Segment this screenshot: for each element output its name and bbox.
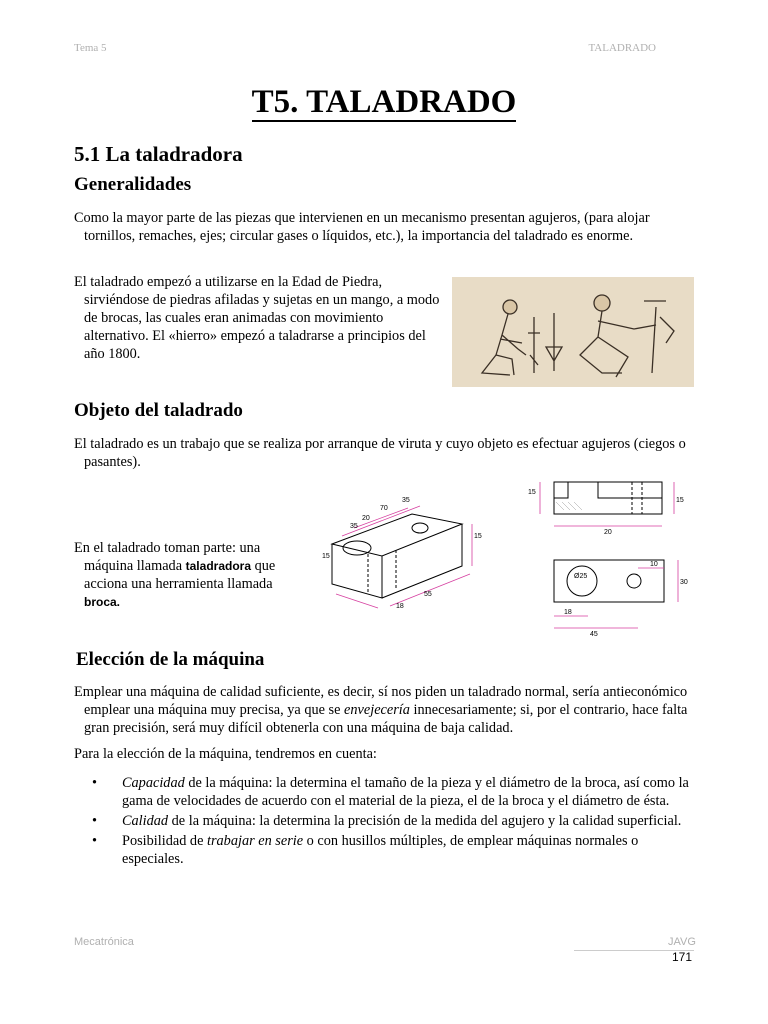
dimension-label: 30 xyxy=(680,579,688,586)
header-right: TALADRADO xyxy=(588,42,656,54)
list-item: • Calidad de la máquina: la determina la precisión de la medida del agujero y la calidad superficial. xyxy=(74,812,694,830)
paragraph-objeto-1: El taladrado es un trabajo que se realiza por arranque de viruta y cuyo objeto es efectuar agujeros (ciegos o pasantes). xyxy=(74,436,686,470)
dimension-label: 35 xyxy=(402,497,410,504)
footer-right: JAVG xyxy=(668,936,696,948)
dimension-label: 15 xyxy=(676,497,684,504)
dimension-label: 18 xyxy=(396,603,404,610)
dimension-label: 10 xyxy=(650,561,658,568)
subheading-generalidades: Generalidades xyxy=(74,174,192,195)
paragraph-eleccion-2: Para la elección de la máquina, tendremos en cuenta: xyxy=(74,746,377,762)
list-item: • Capacidad de la máquina: la determina el tamaño de la pieza y el diámetro de la broca, así como la gama de velocidades de acuerdo con el material de la pieza, el de la broca y el diámetro de ésta. xyxy=(74,774,694,810)
dimension-label: 18 xyxy=(564,609,572,616)
page-number: 171 xyxy=(672,950,693,964)
term-taladradora: taladradora xyxy=(185,559,251,573)
paragraph-eleccion-1: Emplear una máquina de calidad suficiente, es decir, sí nos piden un taladrado normal, sería antieconómico emplear una máquina muy precisa, ya que se envejecería innecesariamente; si, por el contrario, hace falta gran precisión, será muy difícil obtenerla con una máquina de baja calidad. xyxy=(74,684,688,736)
subheading-eleccion: Elección de la máquina xyxy=(76,649,265,670)
dimension-label: 15 xyxy=(474,533,482,540)
emphasis-envejeceria: envejecería xyxy=(344,702,410,718)
dimension-label: 15 xyxy=(528,489,536,496)
dimension-label: 15 xyxy=(322,553,330,560)
dimension-label: Ø25 xyxy=(574,573,588,580)
stone-age-drilling-illustration xyxy=(452,277,694,387)
dimension-label: 20 xyxy=(362,515,370,522)
paragraph-objeto-2: En el taladrado toman parte: una máquina llamada taladradora que acciona una herramienta llamada broca. xyxy=(74,540,276,609)
subheading-objeto: Objeto del taladrado xyxy=(74,400,243,421)
section-heading: 5.1 La taladradora xyxy=(74,142,243,166)
term-broca: broca. xyxy=(84,595,121,609)
paragraph-generalidades-2: El taladrado empezó a utilizarse en la Edad de Piedra, sirviéndose de piedras afiladas y sujetas en un mango, a modo de brocas, las cuales eran animadas con movimiento alternativo. El «hierro» empezó a taladrarse a principios del año 1800. xyxy=(74,274,440,362)
paragraph-generalidades-1: Como la mayor parte de las piezas que intervienen en un mecanismo presentan agujeros, (para alojar tornillos, remaches, ejes; circular gases o líquidos, etc.), la importancia del taladrado es enorme. xyxy=(74,210,650,244)
dimension-label: 55 xyxy=(424,591,432,598)
header-left: Tema 5 xyxy=(74,42,107,54)
criteria-list xyxy=(74,774,694,870)
isometric-part-drawing xyxy=(312,484,492,620)
dimension-label: 20 xyxy=(604,529,612,536)
page-title: T5. TALADRADO xyxy=(251,84,517,120)
dimension-label: 70 xyxy=(380,505,388,512)
front-view-drawing xyxy=(524,474,694,542)
footer-left: Mecatrónica xyxy=(74,936,134,948)
top-view-drawing xyxy=(538,556,694,640)
dimension-label: 45 xyxy=(590,631,598,638)
list-item: • Posibilidad de trabajar en serie o con husillos múltiples, de emplear máquinas normales o especiales. xyxy=(74,832,694,868)
dimension-label: 35 xyxy=(350,523,358,530)
